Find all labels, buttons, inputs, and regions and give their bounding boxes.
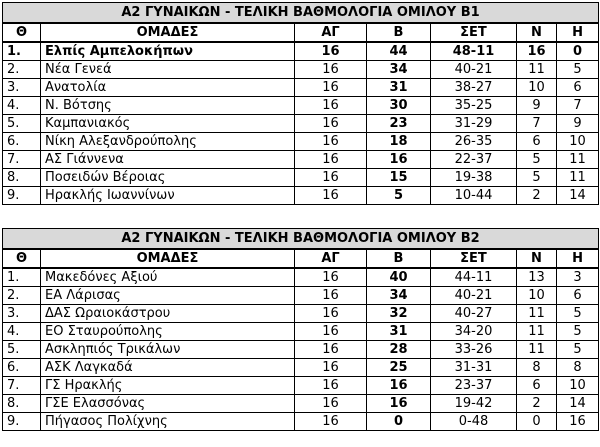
cell-team: ΕΑ Λάρισας (41, 287, 295, 305)
cell-points: 23 (367, 115, 431, 133)
cell-team: Μακεδόνες Αξιού (41, 268, 295, 287)
cell-position: 7. (3, 151, 41, 169)
table-row (3, 395, 599, 413)
cell-position: 6. (3, 359, 41, 377)
cell-sets: 31-29 (431, 115, 517, 133)
cell-position: 5. (3, 341, 41, 359)
cell-sets: 40-27 (431, 305, 517, 323)
cell-sets: 19-38 (431, 169, 517, 187)
table-row (3, 341, 599, 359)
cell-team: ΔΑΣ Ωραιοκάστρου (41, 305, 295, 323)
table-row (3, 97, 599, 115)
cell-losses: 10 (557, 377, 599, 395)
table-title: Α2 ΓΥΝΑΙΚΩΝ - ΤΕΛΙΚΗ ΒΑΘΜΟΛΟΓΙΑ ΟΜΙΛΟΥ Β1 (3, 3, 599, 24)
cell-sets: 10-44 (431, 187, 517, 205)
cell-wins: 5 (517, 169, 557, 187)
cell-losses: 5 (557, 323, 599, 341)
cell-position: 1. (3, 42, 41, 61)
table-row (3, 115, 599, 133)
cell-position: 2. (3, 287, 41, 305)
table-row (3, 151, 599, 169)
cell-wins: 11 (517, 61, 557, 79)
cell-losses: 8 (557, 359, 599, 377)
cell-sets: 48-11 (431, 42, 517, 61)
table-row (3, 79, 599, 97)
cell-losses: 5 (557, 305, 599, 323)
cell-sets: 19-42 (431, 395, 517, 413)
cell-losses: 11 (557, 151, 599, 169)
cell-position: 9. (3, 187, 41, 205)
table-title-row (3, 229, 599, 250)
cell-games: 16 (295, 305, 367, 323)
cell-wins: 6 (517, 377, 557, 395)
table-row (3, 42, 599, 61)
cell-position: 8. (3, 395, 41, 413)
cell-losses: 3 (557, 268, 599, 287)
table-row (3, 133, 599, 151)
cell-sets: 40-21 (431, 287, 517, 305)
standings-table-b1 (2, 2, 599, 205)
cell-sets: 44-11 (431, 268, 517, 287)
cell-position: 4. (3, 323, 41, 341)
cell-losses: 16 (557, 413, 599, 431)
cell-games: 16 (295, 42, 367, 61)
cell-points: 16 (367, 395, 431, 413)
table-row (3, 268, 599, 287)
table-row (3, 377, 599, 395)
cell-losses: 6 (557, 79, 599, 97)
cell-team: Νέα Γενεά (41, 61, 295, 79)
cell-losses: 6 (557, 287, 599, 305)
table-row (3, 187, 599, 205)
table-row (3, 323, 599, 341)
cell-wins: 2 (517, 395, 557, 413)
cell-team: Ν. Βότσης (41, 97, 295, 115)
column-header-wins: Ν (517, 249, 557, 268)
cell-wins: 13 (517, 268, 557, 287)
cell-games: 16 (295, 61, 367, 79)
column-header-points: Β (367, 249, 431, 268)
cell-games: 16 (295, 187, 367, 205)
cell-points: 34 (367, 61, 431, 79)
cell-sets: 38-27 (431, 79, 517, 97)
cell-sets: 22-37 (431, 151, 517, 169)
table-title-row (3, 3, 599, 24)
cell-wins: 11 (517, 341, 557, 359)
column-header-team: ΟΜΑΔΕΣ (41, 249, 295, 268)
cell-team: Νίκη Αλεξανδρούπολης (41, 133, 295, 151)
table-row (3, 169, 599, 187)
cell-wins: 11 (517, 305, 557, 323)
cell-losses: 0 (557, 42, 599, 61)
cell-team: ΑΣ Γιάννενα (41, 151, 295, 169)
cell-wins: 10 (517, 79, 557, 97)
cell-position: 7. (3, 377, 41, 395)
cell-losses: 14 (557, 187, 599, 205)
cell-sets: 23-37 (431, 377, 517, 395)
cell-position: 2. (3, 61, 41, 79)
cell-games: 16 (295, 133, 367, 151)
cell-wins: 9 (517, 97, 557, 115)
cell-position: 6. (3, 133, 41, 151)
cell-position: 4. (3, 97, 41, 115)
cell-team: ΓΣ Ηρακλής (41, 377, 295, 395)
cell-team: Ελπίς Αμπελοκήπων (41, 42, 295, 61)
cell-games: 16 (295, 323, 367, 341)
cell-games: 16 (295, 79, 367, 97)
table-row (3, 413, 599, 431)
cell-points: 18 (367, 133, 431, 151)
cell-losses: 10 (557, 133, 599, 151)
column-header-losses: Η (557, 249, 599, 268)
cell-position: 1. (3, 268, 41, 287)
cell-games: 16 (295, 395, 367, 413)
cell-losses: 9 (557, 115, 599, 133)
cell-games: 16 (295, 359, 367, 377)
cell-sets: 33-26 (431, 341, 517, 359)
column-header-position: Θ (3, 23, 41, 42)
cell-wins: 8 (517, 359, 557, 377)
cell-team: ΓΣΕ Ελασσόνας (41, 395, 295, 413)
cell-points: 5 (367, 187, 431, 205)
cell-wins: 0 (517, 413, 557, 431)
column-header-games: ΑΓ (295, 23, 367, 42)
table-header-row (3, 249, 599, 268)
column-header-sets: ΣΕΤ (431, 249, 517, 268)
cell-games: 16 (295, 97, 367, 115)
cell-wins: 6 (517, 133, 557, 151)
cell-team: Ηρακλής Ιωαννίνων (41, 187, 295, 205)
cell-sets: 34-20 (431, 323, 517, 341)
cell-games: 16 (295, 377, 367, 395)
cell-sets: 26-35 (431, 133, 517, 151)
cell-position: 5. (3, 115, 41, 133)
cell-sets: 35-25 (431, 97, 517, 115)
cell-points: 32 (367, 305, 431, 323)
cell-team: Καμπανιακός (41, 115, 295, 133)
table-title: Α2 ΓΥΝΑΙΚΩΝ - ΤΕΛΙΚΗ ΒΑΘΜΟΛΟΓΙΑ ΟΜΙΛΟΥ Β2 (3, 229, 599, 250)
cell-sets: 40-21 (431, 61, 517, 79)
cell-team: ΕΟ Σταυρούπολης (41, 323, 295, 341)
cell-points: 0 (367, 413, 431, 431)
column-header-wins: Ν (517, 23, 557, 42)
column-header-points: Β (367, 23, 431, 42)
cell-games: 16 (295, 341, 367, 359)
cell-wins: 2 (517, 187, 557, 205)
standings-table-b2 (2, 228, 599, 431)
cell-points: 28 (367, 341, 431, 359)
table-row (3, 61, 599, 79)
column-header-team: ΟΜΑΔΕΣ (41, 23, 295, 42)
cell-points: 15 (367, 169, 431, 187)
cell-points: 16 (367, 151, 431, 169)
cell-team: Πήγασος Πολίχνης (41, 413, 295, 431)
cell-wins: 5 (517, 151, 557, 169)
column-header-losses: Η (557, 23, 599, 42)
cell-games: 16 (295, 151, 367, 169)
cell-losses: 11 (557, 169, 599, 187)
cell-team: ΑΣΚ Λαγκαδά (41, 359, 295, 377)
cell-losses: 14 (557, 395, 599, 413)
cell-points: 31 (367, 79, 431, 97)
cell-points: 16 (367, 377, 431, 395)
cell-losses: 7 (557, 97, 599, 115)
cell-points: 44 (367, 42, 431, 61)
cell-position: 8. (3, 169, 41, 187)
cell-games: 16 (295, 413, 367, 431)
cell-points: 34 (367, 287, 431, 305)
cell-team: Ανατολία (41, 79, 295, 97)
cell-games: 16 (295, 115, 367, 133)
cell-points: 25 (367, 359, 431, 377)
cell-position: 9. (3, 413, 41, 431)
cell-wins: 11 (517, 323, 557, 341)
cell-losses: 5 (557, 341, 599, 359)
table-row (3, 359, 599, 377)
cell-team: Ποσειδών Βέροιας (41, 169, 295, 187)
cell-sets: 31-31 (431, 359, 517, 377)
table-row (3, 287, 599, 305)
table-header-row (3, 23, 599, 42)
cell-points: 31 (367, 323, 431, 341)
column-header-position: Θ (3, 249, 41, 268)
cell-wins: 10 (517, 287, 557, 305)
table-row (3, 305, 599, 323)
cell-points: 30 (367, 97, 431, 115)
cell-games: 16 (295, 169, 367, 187)
column-header-sets: ΣΕΤ (431, 23, 517, 42)
column-header-games: ΑΓ (295, 249, 367, 268)
cell-points: 40 (367, 268, 431, 287)
cell-position: 3. (3, 305, 41, 323)
cell-losses: 5 (557, 61, 599, 79)
cell-games: 16 (295, 287, 367, 305)
cell-sets: 0-48 (431, 413, 517, 431)
cell-wins: 7 (517, 115, 557, 133)
cell-team: Ασκληπιός Τρικάλων (41, 341, 295, 359)
cell-position: 3. (3, 79, 41, 97)
cell-wins: 16 (517, 42, 557, 61)
cell-games: 16 (295, 268, 367, 287)
